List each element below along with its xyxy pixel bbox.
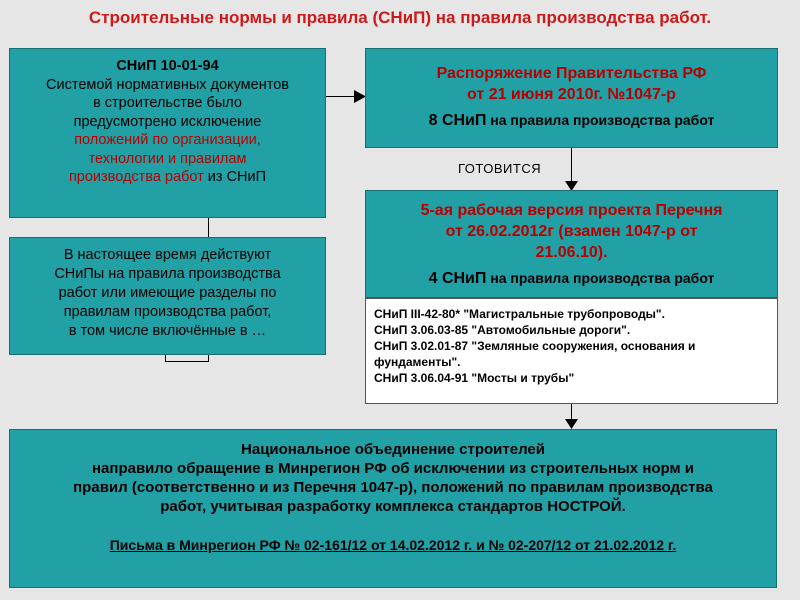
box1-line: Системой нормативных документов (46, 76, 289, 93)
snip-list-item: СНиП 3.02.01-87 "Земляные сооружения, основания и (374, 339, 696, 353)
box4-suffix: на правила производства работ (486, 270, 715, 286)
box3-line: от 21 июня 2010г. №1047-р (467, 86, 676, 103)
arrow-down-icon (565, 419, 578, 429)
government-order-box (365, 48, 778, 148)
draft-list-box (365, 190, 778, 298)
box4-line: от 26.02.2012г (взамен 1047-р от (445, 223, 698, 240)
snip-list-item: СНиП 3.06.04-91 "Мосты и трубы" (374, 371, 575, 385)
page-title: Строительные нормы и правила (СНиП) на правила производства работ. (88, 8, 712, 27)
snip-list-item: фундаменты". (374, 355, 461, 369)
connector-line-5 (165, 361, 209, 362)
snip-10-01-94-box (9, 48, 326, 218)
box1-line: положений по организации, (74, 132, 261, 148)
box6-line: направило обращение в Минрегион РФ об исключении из строительных норм и (91, 460, 694, 477)
box1-line: производства работ (68, 169, 204, 185)
box2-line: в том числе включённые в … (68, 323, 267, 339)
box1-line: в строительстве было (93, 95, 242, 111)
snip-list-item: СНиП III-42-80* "Магистральные трубопроводы". (374, 307, 665, 321)
box6-line: Национальное объединение строителей (241, 441, 545, 458)
current-snip-box (9, 237, 326, 355)
box3-suffix: на правила производства работ (486, 112, 715, 128)
box2-line: правилам производства работ, (63, 304, 272, 320)
box4-line: 21.06.10). (535, 244, 608, 261)
box4-count: 4 СНиП (428, 270, 487, 287)
snip-list-box (365, 298, 778, 404)
box6-line: работ, учитывая разработку комплекса стандартов НОСТРОЙ. (160, 498, 626, 515)
box2-line: работ или имеющие разделы по (58, 285, 277, 301)
box6-line: правил (соответственно и из Перечня 1047-р), положений по правилам производства (73, 479, 713, 496)
box3-line: Распоряжение Правительства РФ (436, 65, 707, 82)
box2-line: В настоящее время действуют (63, 247, 272, 263)
box2-line: СНиПы на правила производства (54, 266, 281, 282)
box6-letters: Письма в Минрегион РФ № 02-161/12 от 14.02.2012 г. и № 02-207/12 от 21.02.2012 г. (109, 537, 677, 553)
box3-count: 8 СНиП (428, 112, 487, 129)
connector-line-6 (571, 148, 572, 183)
box1-line: предусмотрено исключение (73, 113, 262, 130)
nostroy-appeal-box (9, 429, 777, 588)
connector-label: ГОТОВИТСЯ (458, 161, 542, 176)
box4-line: 5-ая рабочая версия проекта Перечня (420, 202, 723, 219)
box1-heading: СНиП 10-01-94 (116, 58, 219, 74)
snip-list-item: СНиП 3.06.03-85 "Автомобильные дороги". (374, 323, 631, 337)
box1-line: технологии и правилам (88, 150, 247, 167)
box1-line-suffix: из СНиП (203, 169, 267, 185)
